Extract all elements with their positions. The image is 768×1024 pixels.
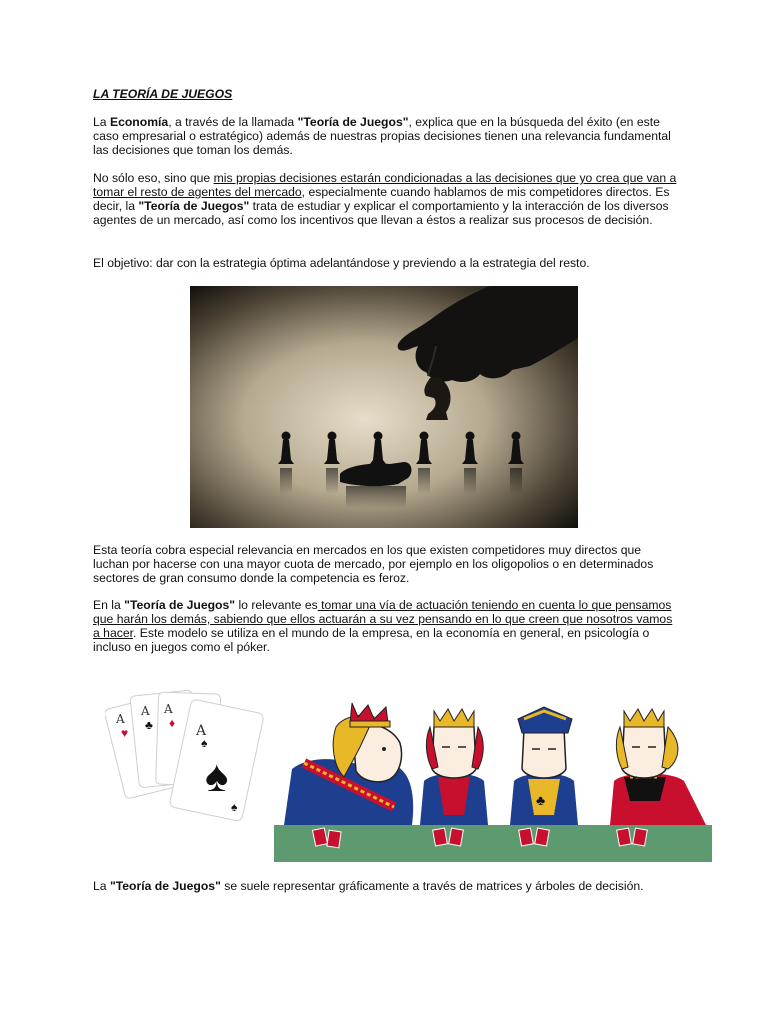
paragraph-relevancia: Esta teoría cobra especial relevancia en mercados en los que existen competidores muy directos que luchan por hacerse con una mayor cuota de mercado, por ejemplo en los oligopolios o en determinados sectores de gran consumo donde la competencia es feroz. (93, 543, 654, 585)
text: En la (93, 598, 125, 612)
king-player-2 (420, 709, 488, 825)
king-player-3 (510, 707, 578, 825)
king-player-4 (610, 709, 706, 825)
club-emblem-icon: ♣ (536, 792, 546, 808)
text-bold: Economía (109, 115, 169, 129)
text: lo relevante es (235, 598, 318, 612)
svg-text:A: A (164, 702, 173, 716)
page-title: LA TEORÍA DE JUEGOS (93, 87, 233, 101)
diamond-icon: ♦ (169, 716, 176, 730)
text: No sólo eso, sino que (93, 171, 214, 185)
chess-image (190, 286, 578, 528)
text: , explica que en la búsqueda del éxito (en este caso empresarial o estratégico) además de nuestras propias decisiones tienen una relevancia fundamental las decisiones que toman los demás. (93, 115, 671, 157)
card-players-image (274, 697, 712, 862)
text: se suele representar gráficamente a través de matrices y árboles de decisión. (220, 879, 644, 893)
text: , a través de la llamada (168, 115, 298, 129)
svg-text:A: A (141, 704, 150, 718)
paragraph-decisiones (93, 171, 678, 227)
paragraph-representacion (93, 879, 678, 893)
text-underlined: tomar una vía de actuación teniendo en cuenta lo que pensamos que harán los demás, sabiendo que ellos actuarán a su vez pensando en lo que creen que nosotros vamos a hacer (93, 598, 673, 640)
text: , especialmente cuando hablamos de mis competidores directos. Es decir, la (93, 185, 670, 213)
text: trata de estudiar y explicar el comportamiento y la interacción de los diversos agentes de un mercado, así como los incentivos que llevan a éstos a realizar sus procesos de decisión. (93, 199, 669, 227)
club-icon: ♣ (145, 718, 153, 732)
text-bold: "Teoría de Juegos" (297, 115, 409, 129)
paragraph-objetivo: El objetivo: dar con la estrategia óptima adelantándose y previendo a la estrategia del resto. (93, 256, 590, 270)
text-underlined: mis propias decisiones estarán condicionadas a las decisiones que yo crea que van a tomar el resto de agentes del mercado (93, 171, 677, 199)
heart-icon: ♥ (121, 726, 129, 740)
aces-cards-image (105, 683, 265, 828)
spade-small-icon: ♠ (201, 736, 208, 750)
spade-corner-icon: ♠ (231, 800, 238, 814)
svg-text:A: A (196, 723, 207, 739)
svg-text:A: A (116, 712, 125, 726)
text: . Este modelo se utiliza en el mundo de la empresa, en la economía en general, en psicología o incluso en juegos como el póker. (93, 626, 650, 654)
spade-large-icon: ♠ (205, 752, 229, 801)
paragraph-actuacion (93, 598, 678, 654)
text-bold: "Teoría de Juegos" (124, 598, 236, 612)
text: La (93, 115, 110, 129)
text-bold: "Teoría de Juegos" (138, 199, 250, 213)
king-player-1 (284, 703, 413, 825)
text: La (93, 879, 110, 893)
text-bold: "Teoría de Juegos" (109, 879, 221, 893)
paragraph-economia (93, 115, 678, 157)
